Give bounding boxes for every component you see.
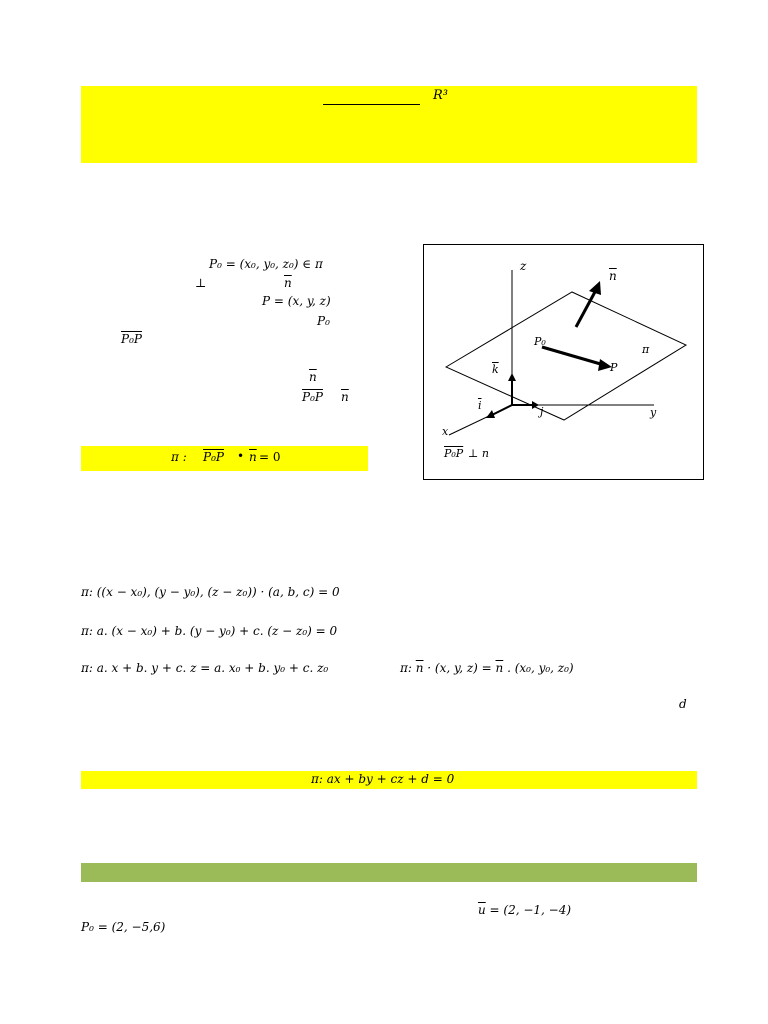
direction-vector-u bbox=[478, 903, 571, 917]
p0-point-text: P₀ = (x₀, y₀, z₀) ∈ π bbox=[209, 257, 323, 271]
figure-i-label: $\overline{i}$ bbox=[478, 399, 482, 412]
p0p-vector bbox=[542, 347, 604, 365]
equation-2: π: a. (x − x₀) + b. (y − y₀) + c. (z − z₀) = 0 bbox=[81, 624, 338, 638]
figure-y-label: y bbox=[650, 406, 657, 419]
figure-pi-label: π bbox=[642, 343, 650, 356]
condition-dot: • bbox=[237, 449, 245, 463]
u-vector-value: = (2, −1, −4) bbox=[485, 903, 572, 917]
condition-n: $\overline{n}$ bbox=[249, 450, 257, 464]
condition-equals: = 0 bbox=[259, 450, 281, 464]
vec-p0p-text-1: P₀P bbox=[121, 332, 142, 346]
figure-x-label: x bbox=[442, 425, 449, 438]
general-equation: π: ax + by + cz + d = 0 bbox=[311, 772, 455, 786]
plane-shape bbox=[446, 292, 686, 420]
figure-p-label: P bbox=[610, 361, 618, 374]
d-label: d bbox=[679, 697, 687, 711]
equation-4 bbox=[400, 661, 574, 675]
n-vector-text-1: $\overline{n}$ bbox=[284, 276, 292, 290]
equation-4-prefix: π: bbox=[400, 661, 416, 675]
normal-arrowhead bbox=[589, 281, 601, 295]
k-arrowhead bbox=[508, 373, 516, 381]
figure-caption-perp: ⊥ n bbox=[468, 447, 489, 460]
general-equation-box bbox=[81, 771, 697, 789]
figure-k-label: $\overline{k}$ bbox=[492, 363, 499, 376]
plane-diagram bbox=[424, 245, 703, 479]
perp-symbol: ⊥ bbox=[195, 276, 207, 290]
figure-z-label: z bbox=[520, 259, 527, 273]
i-vector bbox=[492, 405, 512, 415]
equation-4-suffix: . (x₀, y₀, z₀) bbox=[503, 661, 574, 675]
figure-n-label: $\overline{n}$ bbox=[609, 269, 617, 283]
equation-4-n1: $\overline{n}$ bbox=[415, 661, 424, 675]
equation-3: π: a. x + b. y + c. z = a. x₀ + b. y₀ + c. z₀ bbox=[81, 661, 329, 675]
title-space-label: R³ bbox=[433, 88, 448, 103]
equation-1: π: ((x − x₀), (y − y₀), (z − z₀)) · (a, b, c) = 0 bbox=[81, 585, 340, 599]
title-box bbox=[81, 86, 697, 163]
section-header-bar bbox=[81, 863, 697, 882]
u-vector-label: $\overline{u}$ bbox=[478, 903, 486, 917]
p0-label-text: P₀ bbox=[317, 314, 330, 328]
plane-figure bbox=[423, 244, 704, 480]
title-blank-line bbox=[323, 90, 420, 105]
n-vector-text-2: $\overline{n}$ bbox=[309, 370, 317, 384]
n-vector-text-3: $\overline{n}$ bbox=[341, 390, 349, 404]
figure-p0-label: P₀ bbox=[534, 335, 546, 348]
figure-j-label: j bbox=[540, 405, 544, 418]
figure-caption-vector: P₀P bbox=[444, 447, 464, 460]
plane-condition-box bbox=[81, 446, 368, 471]
condition-vector: P₀P bbox=[203, 450, 224, 464]
condition-pi-label: π : bbox=[171, 450, 187, 464]
p-point-text: P = (x, y, z) bbox=[262, 294, 331, 308]
vec-p0p-text-2: P₀P bbox=[302, 390, 323, 404]
equation-4-mid: · (x, y, z) = bbox=[423, 661, 496, 675]
example-point-p0: P₀ = (2, −5,6) bbox=[81, 920, 166, 934]
equation-4-n2: $\overline{n}$ bbox=[495, 661, 504, 675]
